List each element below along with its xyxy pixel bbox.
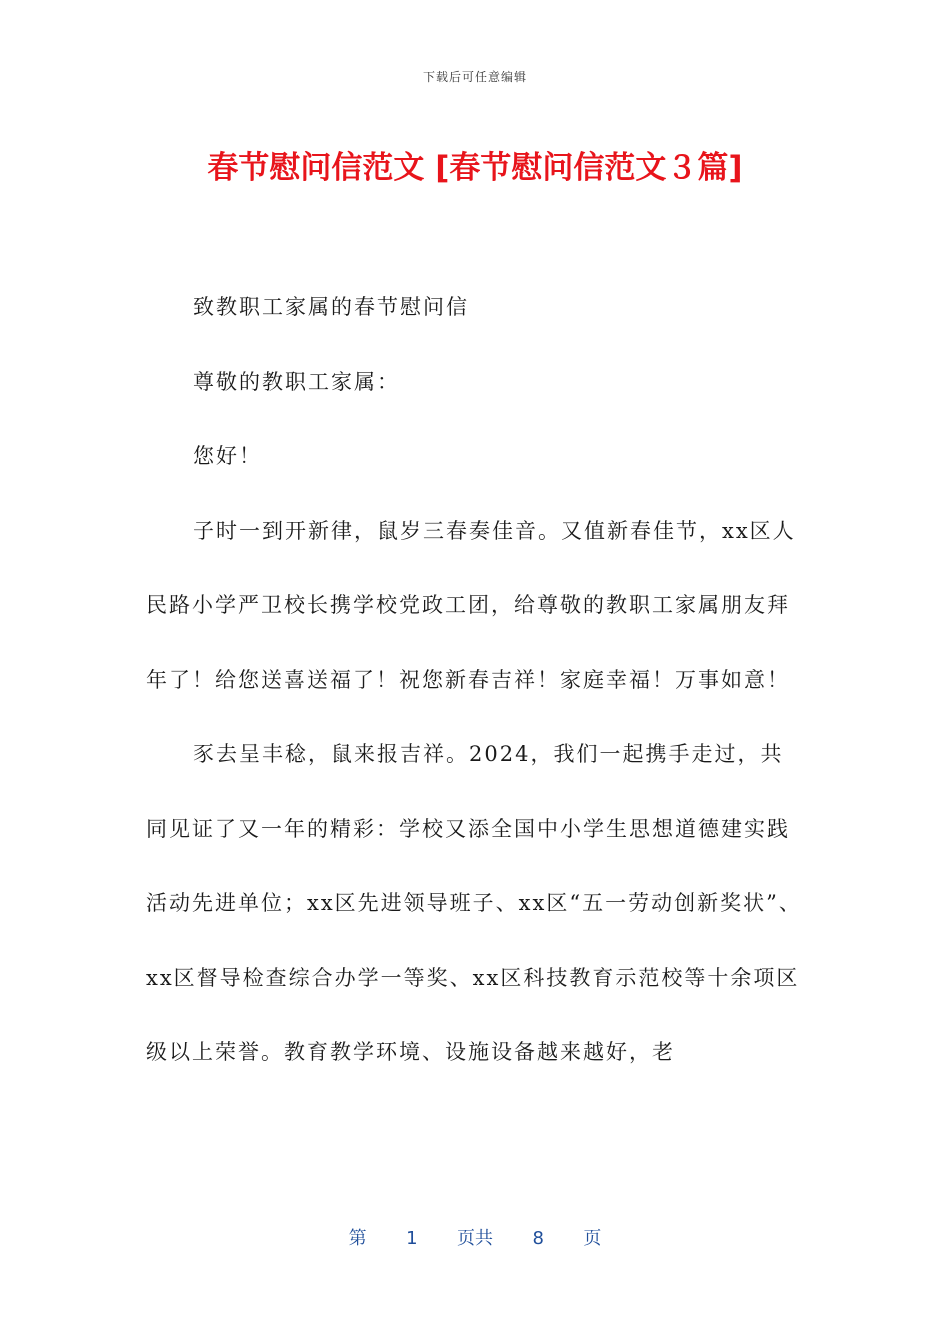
paragraph-salutation: 尊敬的教职工家属： bbox=[193, 369, 400, 394]
paragraph-letter-heading: 致教职工家属的春节慰问信 bbox=[193, 295, 469, 319]
footer-middle: 页共 bbox=[457, 1228, 493, 1249]
footer-prefix: 第 bbox=[348, 1228, 367, 1249]
page-footer bbox=[0, 1224, 950, 1250]
footer-total-pages: 8 bbox=[532, 1228, 544, 1249]
footer-page-number: 1 bbox=[406, 1228, 418, 1249]
footer-suffix: 页 bbox=[583, 1228, 602, 1249]
document-title: 春节慰问信范文 [春节慰问信范文３篇] bbox=[207, 150, 743, 186]
paragraph-year-review: 豕去呈丰稔，鼠来报吉祥。2024，我们一起携手走过，共同见证了又一年的精彩：学校又添全国中小学生思想道德建实践活动先进单位；xx区先进领导班子、xx区“五一劳动创新奖状”、xx区督导检查综合办学一等奖、xx区科技教育示范校等十余项区级以上荣誉。教育教学环境、设施设备越来越好，老 bbox=[146, 742, 802, 1064]
paragraph-new-year-wishes: 子时一到开新律，鼠岁三春奏佳音。又值新春佳节，xx区人民路小学严卫校长携学校党政工团，给尊敬的教职工家属朋友拜年了！给您送喜送福了！祝您新春吉祥！家庭幸福！万事如意！ bbox=[146, 518, 796, 692]
paragraph-greeting: 您好！ bbox=[193, 444, 262, 468]
document-body bbox=[146, 270, 806, 1090]
header-note: 下载后可任意编辑 bbox=[422, 70, 527, 84]
